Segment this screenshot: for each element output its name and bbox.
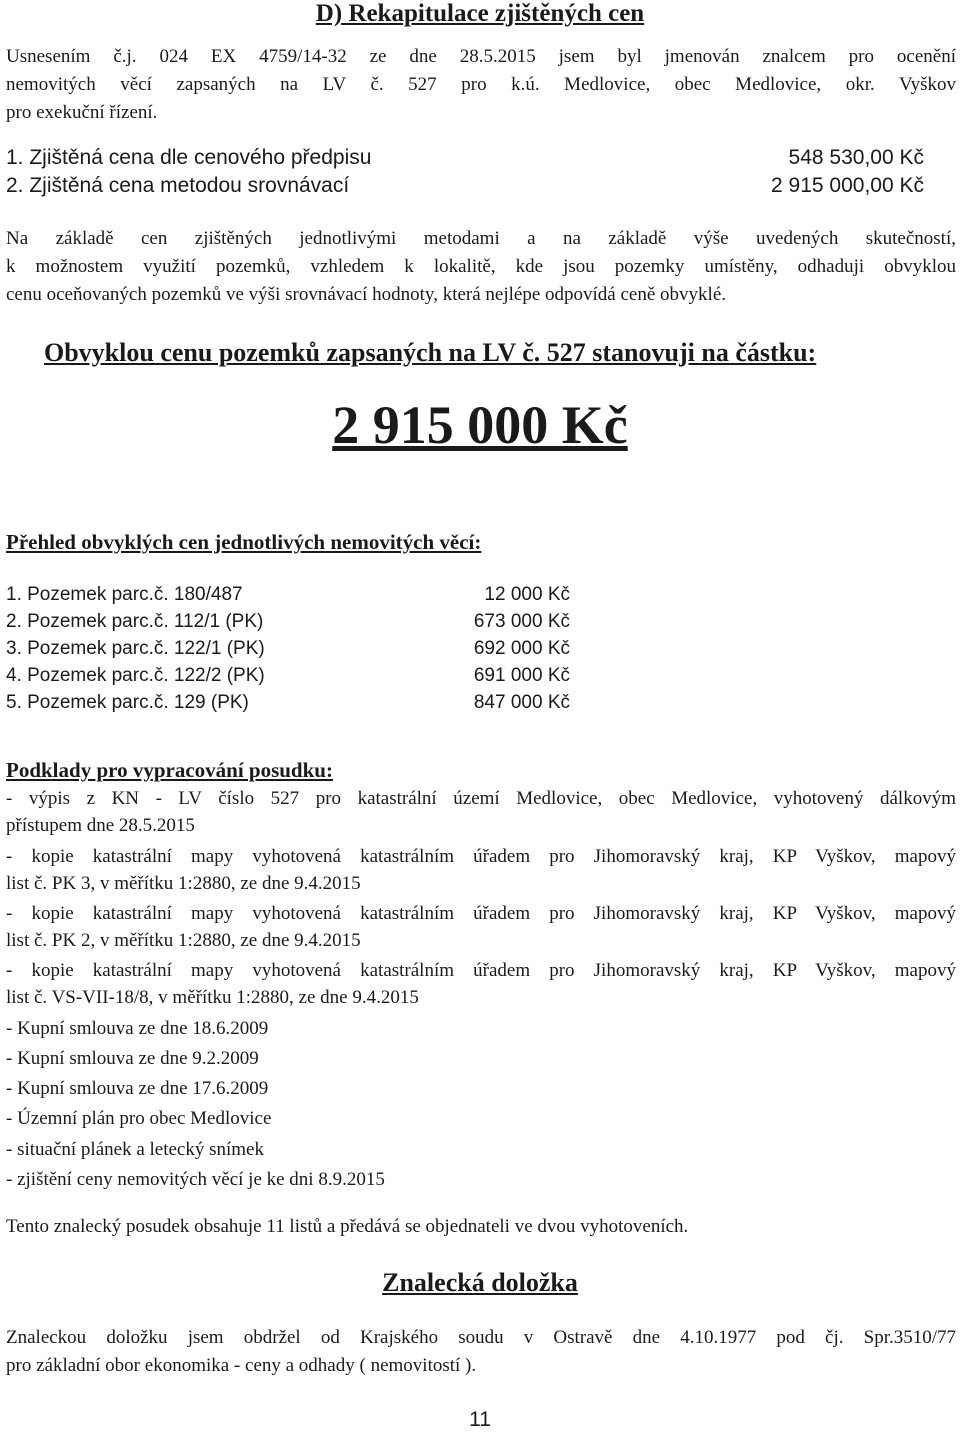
source-line-2: přístupem dne 28.5.2015: [6, 815, 195, 836]
source-line-10: - Kupní smlouva ze dne 9.2.2009: [6, 1048, 259, 1069]
source-line-8: list č. VS-VII-18/8, v měřítku 1:2880, ze dne 9.4.2015: [6, 987, 419, 1008]
intro-line-2: nemovitých věcí zapsaných na LV č. 527 pro k.ú. Medlovice, obec Medlovice, okr. Vyškov: [6, 74, 956, 95]
summary-label-2: 2. Zjištěná cena metodou srovnávací: [6, 174, 350, 197]
clause-title: Znalecká doložka: [382, 1268, 578, 1297]
usual-price-amount: 2 915 000 Kč: [332, 395, 628, 455]
source-line-4: list č. PK 3, v měřítku 1:2880, ze dne 9.4.2015: [6, 873, 361, 894]
clause-line-2: pro základní obor ekonomika - ceny a odhady ( nemovitostí ).: [6, 1355, 477, 1376]
parcel-value-2: 673 000 Kč: [473, 611, 570, 632]
source-line-5: - kopie katastrální mapy vyhotovená katastrálním úřadem pro Jihomoravský kraj, KP Vyškov, mapový: [6, 903, 956, 924]
section-heading: D) Rekapitulace zjištěných cen: [315, 0, 645, 27]
source-line-1: - výpis z KN - LV číslo 527 pro katastrální území Medlovice, obec Medlovice, vyhotovený dálkovým: [6, 788, 956, 809]
source-line-13: - situační plánek a letecký snímek: [6, 1139, 264, 1160]
summary-value-1: 548 530,00 Kč: [788, 146, 924, 169]
parcel-label-1: 1. Pozemek parc.č. 180/487: [6, 584, 243, 605]
page-number: 11: [469, 1408, 491, 1431]
source-line-14: - zjištění ceny nemovitých věcí je ke dni 8.9.2015: [6, 1169, 385, 1190]
source-line-7: - kopie katastrální mapy vyhotovená katastrálním úřadem pro Jihomoravský kraj, KP Vyškov, mapový: [6, 960, 956, 981]
basis-line-3: cenu oceňovaných pozemků ve výši srovnávací hodnoty, která nejlépe odpovídá ceně obvyklé.: [6, 284, 726, 305]
parcel-value-1: 12 000 Kč: [484, 584, 570, 605]
parcel-label-5: 5. Pozemek parc.č. 129 (PK): [6, 692, 249, 713]
summary-label-1: 1. Zjištěná cena dle cenového předpisu: [6, 146, 372, 169]
parcel-label-4: 4. Pozemek parc.č. 122/2 (PK): [6, 665, 265, 686]
parcel-value-5: 847 000 Kč: [473, 692, 570, 713]
sources-title: Podklady pro vypracování posudku:: [6, 758, 333, 782]
parcel-value-4: 691 000 Kč: [473, 665, 570, 686]
source-line-3: - kopie katastrální mapy vyhotovená katastrálním úřadem pro Jihomoravský kraj, KP Vyškov, mapový: [6, 846, 956, 867]
basis-line-1: Na základě cen zjištěných jednotlivými metodami a na základě výše uvedených skutečností,: [6, 228, 956, 249]
source-line-12: - Územní plán pro obec Medlovice: [6, 1108, 272, 1129]
intro-line-1: Usnesením č.j. 024 EX 4759/14-32 ze dne 28.5.2015 jsem byl jmenován znalcem pro ocenění: [6, 46, 956, 67]
usual-price-title: Obvyklou cenu pozemků zapsaných na LV č. 527 stanovuji na částku:: [44, 338, 817, 367]
parcel-label-2: 2. Pozemek parc.č. 112/1 (PK): [6, 611, 264, 632]
summary-value-2: 2 915 000,00 Kč: [771, 174, 924, 197]
clause-line-1: Znaleckou doložku jsem obdržel od Krajského soudu v Ostravě dne 4.10.1977 pod čj. Spr.3510/77: [6, 1327, 956, 1348]
closing-note: Tento znalecký posudek obsahuje 11 listů a předává se objednateli ve dvou vyhotoveních.: [6, 1216, 689, 1237]
basis-line-2: k možnostem využití pozemků, vzhledem k lokalitě, kde jsou pozemky umístěny, odhaduji obvyklou: [6, 256, 956, 277]
parcel-label-3: 3. Pozemek parc.č. 122/1 (PK): [6, 638, 265, 659]
source-line-9: - Kupní smlouva ze dne 18.6.2009: [6, 1018, 269, 1039]
source-line-11: - Kupní smlouva ze dne 17.6.2009: [6, 1078, 269, 1099]
parcel-value-3: 692 000 Kč: [473, 638, 570, 659]
intro-line-3: pro exekuční řízení.: [6, 102, 158, 123]
source-line-6: list č. PK 2, v měřítku 1:2880, ze dne 9.4.2015: [6, 930, 361, 951]
overview-title: Přehled obvyklých cen jednotlivých nemovitých věcí:: [6, 530, 482, 554]
